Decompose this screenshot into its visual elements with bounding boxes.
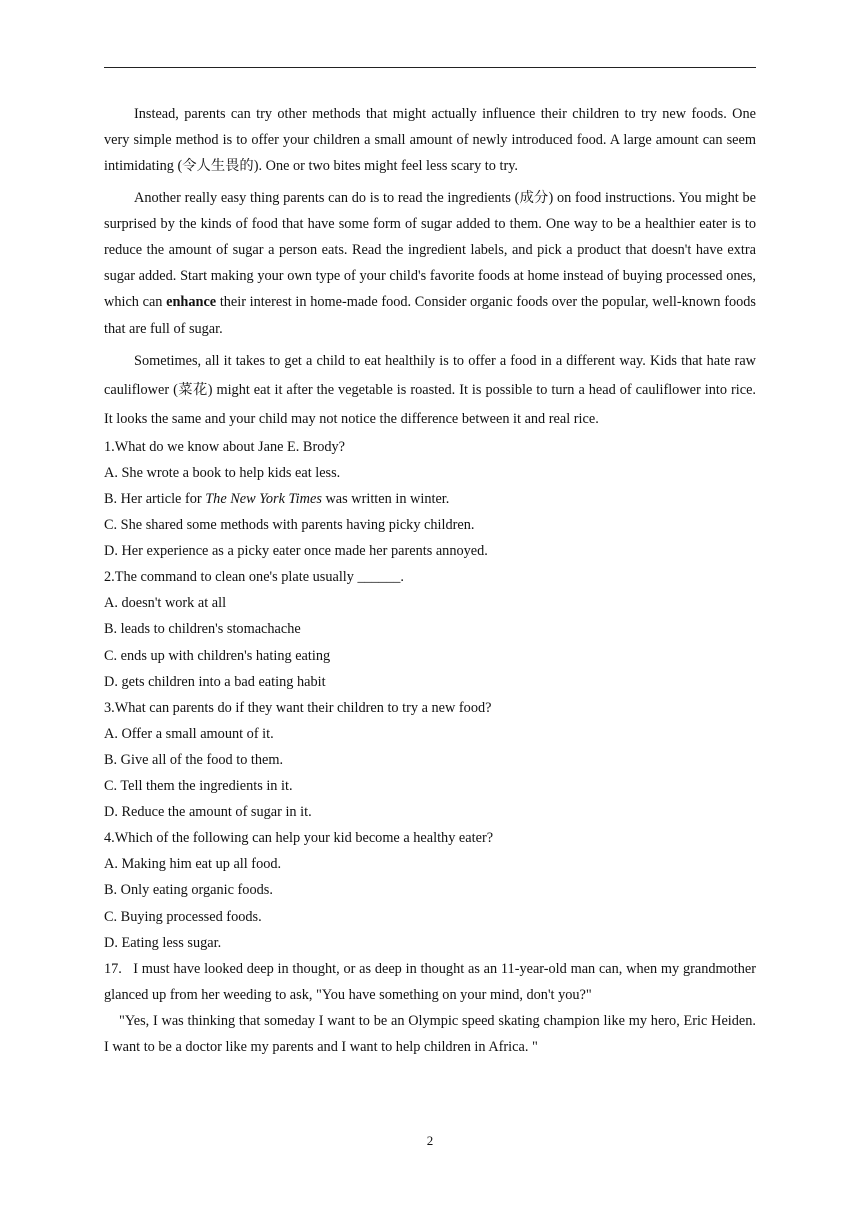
bold-word-enhance: enhance [166, 294, 217, 311]
page-content [104, 101, 756, 1061]
question-4-stem: 4.Which of the following can help your kid become a healthy eater? [104, 830, 494, 847]
question-3-option-b: B. Give all of the food to them. [104, 751, 284, 768]
question-1-option-c: C. She shared some methods with parents having picky children. [104, 517, 475, 534]
question-2-option-c: C. ends up with children's hating eating [104, 647, 331, 664]
question-2-stem: 2.The command to clean one's plate usually ______. [104, 569, 404, 586]
question-1-option-a: A. She wrote a book to help kids eat less. [104, 464, 341, 481]
question-4-option-b: B. Only eating organic foods. [104, 882, 273, 899]
question-1-option-b [104, 486, 756, 512]
question-3-option-a: A. Offer a small amount of it. [104, 725, 274, 742]
question-3-option-d: D. Reduce the amount of sugar in it. [104, 804, 312, 821]
passage-17-paragraph-2: "Yes, I was thinking that someday I want to be an Olympic speed skating champion like my hero, Eric Heiden. I want to be a doctor like my parents and I want to help children in Africa. " [104, 1013, 756, 1056]
question-1-option-b-text: B. Her article for [104, 491, 206, 508]
paragraph-ingredients-text-end: their interest in home-made food. Consider organic foods over the popular, well-known foods that are full of sugar. [104, 294, 756, 337]
question-4-option-d: D. Eating less sugar. [104, 934, 222, 951]
newspaper-title: The New York Times [205, 491, 322, 508]
paragraph-cauliflower: Sometimes, all it takes to get a child to eat healthily is to offer a food in a different way. Kids that hate raw cauliflower (菜花) might eat it after the vegetable is roasted. It is possible to turn a head of cauliflower into rice. It looks the same and your child may not notice the difference between it and real rice. [104, 352, 756, 427]
question-1-option-d: D. Her experience as a picky eater once made her parents annoyed. [104, 543, 488, 560]
question-4-option-a: A. Making him eat up all food. [104, 856, 282, 873]
question-4-option-c: C. Buying processed foods. [104, 908, 262, 925]
paragraph-ingredients-text: Another really easy thing parents can do is to read the ingredients (成分) on food instructions. You might be surprised by the kinds of food that have some form of sugar added to them. One way to be a healthier eater is to reduce the amount of sugar a person eats. Read the ingredient labels, and pick a product that doesn't have extra sugar added. Start making your own type of your child's favorite foods at home instead of buying processed ones, which can [104, 189, 756, 311]
header-rule [104, 67, 756, 68]
question-1-option-b-text-end: was written in winter. [321, 491, 450, 508]
question-2-option-b: B. leads to children's stomachache [104, 621, 301, 638]
paragraph-methods: Instead, parents can try other methods that might actually influence their children to try new foods. One very simple method is to offer your children a small amount of newly introduced food. A large amount can seem intimidating (令人生畏的). One or two bites might feel less scary to try. [104, 106, 756, 175]
passage-17-paragraph-1: 17. I must have looked deep in thought, or as deep in thought as an 11-year-old man can, when my grandmother glanced up from her weeding to ask, "You have something on your mind, don't you?" [104, 960, 756, 1003]
question-2-option-d: D. gets children into a bad eating habit [104, 673, 326, 690]
question-2-option-a: A. doesn't work at all [104, 595, 227, 612]
question-3-stem: 3.What can parents do if they want their children to try a new food? [104, 699, 492, 716]
question-3-option-c: C. Tell them the ingredients in it. [104, 778, 293, 795]
paragraph-ingredients [104, 185, 756, 342]
page-number: 2 [426, 1133, 434, 1148]
question-1-stem: 1.What do we know about Jane E. Brody? [104, 438, 346, 455]
